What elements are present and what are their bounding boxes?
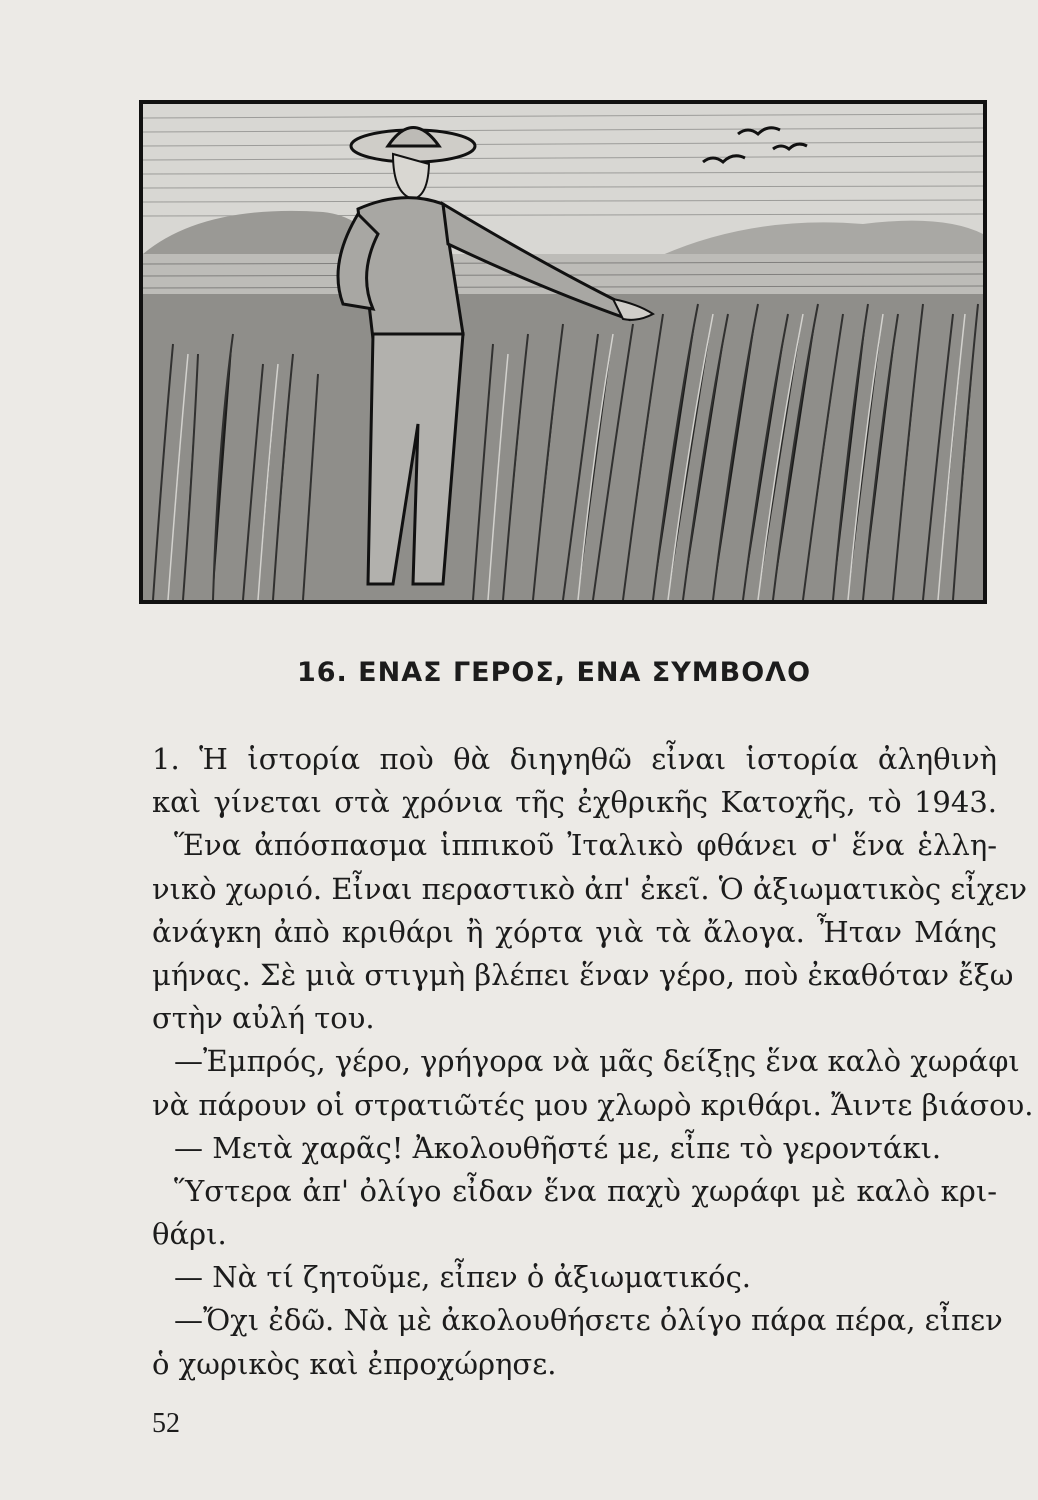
body-line: — Μετὰ χαρᾶς! Ἀκολουθῆστέ με, εἶπε τὸ γεροντάκι. [174,1130,942,1165]
page-number: 52 [152,1408,180,1439]
body-line: ἀνάγκη ἀπὸ κριθάρι ἢ χόρτα γιὰ τὰ ἄλογα. Ἦταν Μάης [152,914,997,949]
body-line: —Ἐμπρός, γέρο, γρήγορα νὰ μᾶς δείξῃς ἕνα καλὸ χωράφι [174,1044,1020,1079]
body-line: Ἕνα ἀπόσπασμα ἱππικοῦ Ἰταλικὸ φθάνει σ' ἕνα ἑλλη- [174,828,997,863]
body-line: νὰ πάρουν οἱ στρατιῶτές μου χλωρὸ κριθάρι. Ἄιντε βιάσου. [152,1087,1034,1122]
chapter-heading: 16. ΕΝΑΣ ΓΕΡΟΣ, ΕΝΑ ΣΥΜΒΟΛΟ [296,657,812,688]
body-line: θάρι. [152,1217,227,1252]
body-line: νικὸ χωριό. Εἶναι περαστικὸ ἀπ' ἐκεῖ. Ὁ ἀξιωματικὸς εἶχεν [152,871,1027,906]
body-line: — Νὰ τί ζητοῦμε, εἶπεν ὁ ἀξιωματικός. [174,1260,752,1295]
body-line: στὴν αὐλή του. [152,1001,375,1036]
body-line: καὶ γίνεται στὰ χρόνια τῆς ἐχθρικῆς Κατοχῆς, τὸ 1943. [152,785,997,820]
farmer-illustration [139,100,987,604]
body-line: μήνας. Σὲ μιὰ στιγμὴ βλέπει ἕναν γέρο, ποὺ ἐκαθόταν ἔξω [152,957,1014,992]
body-line: Ὕστερα ἀπ' ὀλίγο εἶδαν ἕνα παχὺ χωράφι μὲ καλὸ κρι- [174,1173,997,1208]
body-text [152,738,1034,1386]
engraving-image [143,104,983,600]
body-line: ὁ χωρικὸς καὶ ἐπροχώρησε. [152,1346,557,1381]
body-line: —Ὄχι ἐδῶ. Νὰ μὲ ἀκολουθήσετε ὀλίγο πάρα πέρα, εἶπεν [174,1303,1003,1338]
body-line: 1. Ἡ ἱστορία ποὺ θὰ διηγηθῶ εἶναι ἱστορία ἀληθινὴ [152,742,997,776]
